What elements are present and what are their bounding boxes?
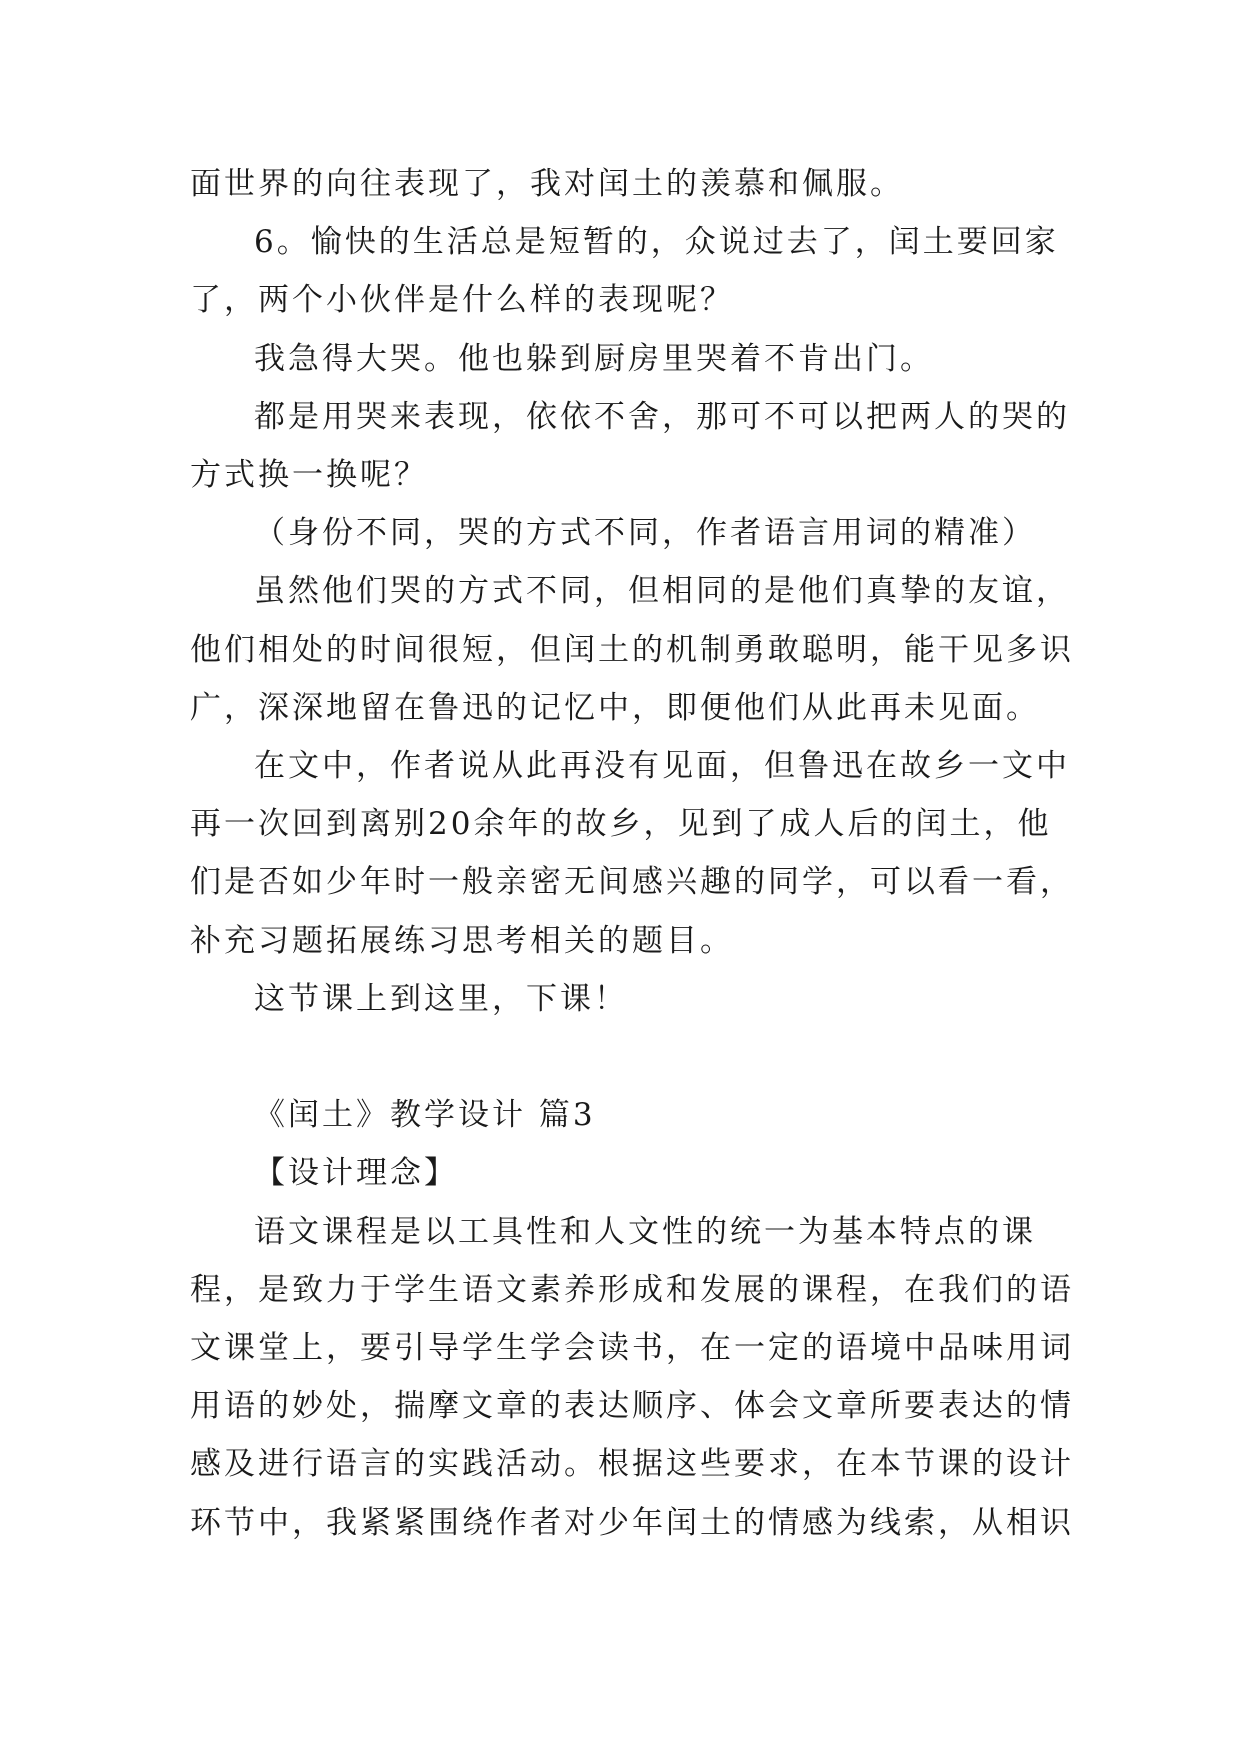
paragraph-line-4: 我急得大哭。他也躲到厨房里哭着不肯出门。 <box>254 341 934 377</box>
paragraph-line-13: 们是否如少年时一般亲密无间感兴趣的同学，可以看一看， <box>190 864 1074 900</box>
paragraph-line-19: 程，是致力于学生语文素养形成和发展的课程，在我们的语 <box>190 1272 1074 1308</box>
paragraph-line-1: 面世界的向往表现了，我对闰土的羡慕和佩服。 <box>190 166 904 202</box>
paragraph-line-21: 用语的妙处，揣摩文章的表达顺序、体会文章所要表达的情 <box>190 1388 1074 1424</box>
paragraph-line-18: 语文课程是以工具性和人文性的统一为基本特点的课 <box>254 1214 1036 1250</box>
paragraph-line-3: 了，两个小伙伴是什么样的表现呢？ <box>190 282 734 318</box>
paragraph-line-7: （身份不同，哭的方式不同，作者语言用词的精准） <box>254 515 1036 551</box>
paragraph-line-22: 感及进行语言的实践活动。根据这些要求，在本节课的设计 <box>190 1446 1074 1482</box>
paragraph-line-15: 这节课上到这里，下课！ <box>254 981 628 1017</box>
paragraph-line-23: 环节中，我紧紧围绕作者对少年闰土的情感为线索，从相识 <box>190 1505 1074 1541</box>
section-heading: 【设计理念】 <box>254 1155 458 1191</box>
paragraph-line-6: 方式换一换呢？ <box>190 457 428 493</box>
paragraph-line-8: 虽然他们哭的方式不同，但相同的是他们真挚的友谊， <box>254 573 1070 609</box>
paragraph-line-2: 6。愉快的生活总是短暂的，众说过去了，闰土要回家 <box>254 224 1059 260</box>
paragraph-line-14: 补充习题拓展练习思考相关的题目。 <box>190 923 734 959</box>
paragraph-line-12: 再一次回到离别20余年的故乡，见到了成人后的闰土，他 <box>190 806 1052 842</box>
paragraph-line-10: 广，深深地留在鲁迅的记忆中，即便他们从此再未见面。 <box>190 690 1040 726</box>
paragraph-line-5: 都是用哭来表现，依依不舍，那可不可以把两人的哭的 <box>254 399 1070 435</box>
section-title: 《闰土》教学设计 篇3 <box>254 1097 596 1133</box>
paragraph-line-11: 在文中，作者说从此再没有见面，但鲁迅在故乡一文中 <box>254 748 1070 784</box>
paragraph-line-9: 他们相处的时间很短，但闰土的机制勇敢聪明，能干见多识 <box>190 632 1074 668</box>
paragraph-line-20: 文课堂上，要引导学生学会读书，在一定的语境中品味用词 <box>190 1330 1074 1366</box>
